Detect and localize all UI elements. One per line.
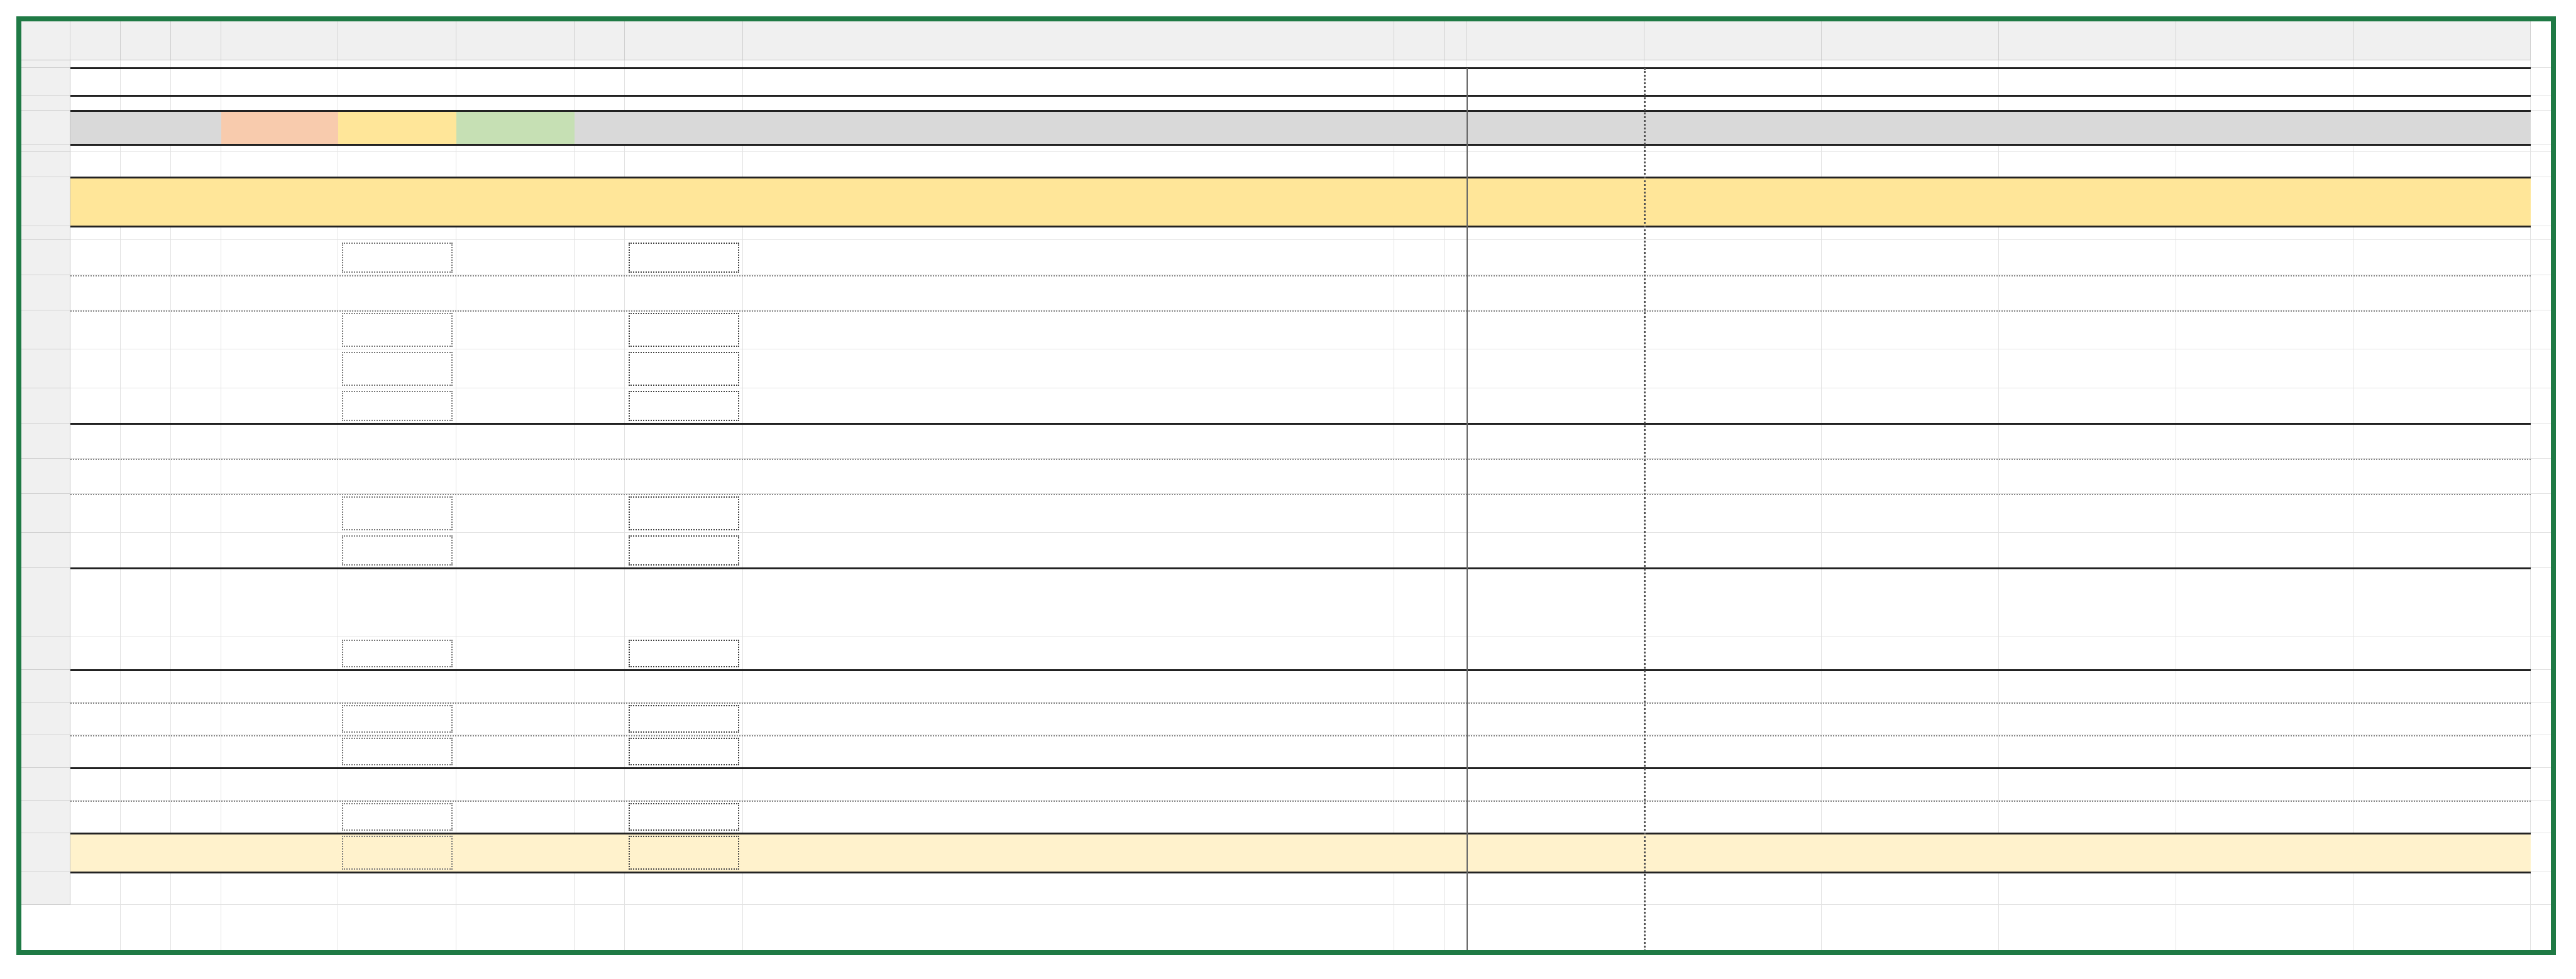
unit-symbol [1394,275,1445,310]
h-symbol [636,533,743,568]
income-statement-title [748,177,1399,226]
year-header [1999,111,2176,145]
h-symbol [636,568,743,637]
row-header-43[interactable] [21,801,70,833]
row-header-27[interactable] [21,226,70,240]
h-symbol [636,349,743,388]
select-all-corner[interactable] [21,21,70,60]
e-symbol [351,801,456,833]
h-symbol [636,703,743,735]
e-symbol [351,240,456,275]
line-label [773,533,1424,568]
period-index [1644,68,1822,96]
e-symbol [351,703,456,735]
line-label [748,670,1399,703]
h-symbol [636,768,743,801]
period-label [1467,177,1644,226]
line-label [748,768,1399,801]
column-header-p[interactable] [2176,21,2353,60]
row-header-40[interactable] [21,703,70,735]
unit-symbol [1394,801,1445,833]
h-symbol [636,459,743,494]
period-index [2353,68,2531,96]
unit-symbol [1394,833,1445,872]
h-symbol [636,240,743,275]
period-label [2353,177,2531,226]
row-header-42[interactable] [21,768,70,801]
row-header-1[interactable] [21,60,70,68]
row-header-5[interactable] [21,145,70,152]
period-label [2176,177,2353,226]
row-header-4[interactable] [21,111,70,145]
column-header-a[interactable] [70,21,121,60]
line-label [748,833,1399,872]
tag-c-label [221,111,338,145]
row-header-2[interactable] [21,68,70,96]
year-header [1822,111,1999,145]
gridline-v [1998,21,1999,951]
e-symbol [351,310,456,349]
unit-symbol [1394,388,1445,424]
column-header-b[interactable] [121,21,171,60]
column-header-g[interactable] [575,21,625,60]
line-label [748,571,1399,603]
e-symbol [351,388,456,424]
gridline-h [21,904,2555,905]
gridline-v [170,21,171,951]
unit-symbol [1394,703,1445,735]
row-header-28[interactable] [21,240,70,275]
row-header-26[interactable] [21,177,70,226]
line-label [773,388,1424,424]
row-header-39[interactable] [21,670,70,703]
gridline-h [21,151,2555,152]
line-label [748,703,1399,735]
row-header-25[interactable] [21,152,70,177]
row-header-30[interactable] [21,310,70,349]
row-header-3[interactable] [21,96,70,111]
column-header-f[interactable] [456,21,575,60]
unit-symbol [1394,735,1445,768]
period-index [2176,68,2353,96]
unit-symbol [1394,424,1445,459]
line-label [748,459,1399,494]
unit-symbol [1394,670,1445,703]
uom-header [1394,111,1445,145]
tag-f-label [456,111,575,145]
row-header-29[interactable] [21,275,70,310]
spreadsheet-frame [16,16,2556,955]
unit-symbol [1394,310,1445,349]
row-header-37[interactable] [21,568,70,637]
line-label [773,494,1424,533]
h-symbol [636,637,743,670]
tag-i-label [338,111,456,145]
h-symbol [636,735,743,768]
column-header-n[interactable] [1822,21,1999,60]
line-label [748,637,1399,670]
h-symbol [636,310,743,349]
column-header-o[interactable] [1999,21,2176,60]
period-label [1999,177,2176,226]
column-header-j[interactable] [1394,21,1445,60]
h-symbol [636,275,743,310]
e-symbol [351,637,456,670]
unit-symbol [1394,240,1445,275]
year-header [1467,111,1644,145]
column-header-i[interactable] [743,21,1394,60]
row-header-31[interactable] [21,349,70,388]
row-header-34[interactable] [21,459,70,494]
line-label-continued [748,603,1399,635]
unit-symbol [1394,568,1445,637]
column-header-e[interactable] [338,21,456,60]
gridline-v [574,21,575,951]
row-header-32[interactable] [21,388,70,424]
e-symbol [351,349,456,388]
column-header-d[interactable] [221,21,338,60]
year-header [2176,111,2353,145]
unit-symbol [1394,349,1445,388]
row-header-36[interactable] [21,533,70,568]
gridline-v [1821,21,1822,951]
h-symbol [636,388,743,424]
line-label [748,275,1399,310]
line-label [748,240,1399,275]
column-header-k[interactable] [1445,21,1467,60]
h-symbol [636,494,743,533]
row-header-38[interactable] [21,637,70,670]
line-label [773,349,1424,388]
gridline-v [624,21,625,951]
column-header-c[interactable] [171,21,221,60]
row-header-41[interactable] [21,735,70,768]
row-header-44[interactable] [21,833,70,872]
period-label [1644,177,1822,226]
h-symbol [636,670,743,703]
line-label [748,801,1399,833]
row-header-45[interactable] [21,872,70,905]
row-header-33[interactable] [21,424,70,459]
column-header-m[interactable] [1644,21,1822,60]
e-symbol [351,533,456,568]
unit-symbol [1394,768,1445,801]
year-header [1644,111,1822,145]
e-symbol [351,833,456,872]
line-label [773,310,1424,349]
unit-symbol [1394,494,1445,533]
e-symbol [351,735,456,768]
unit-symbol [1394,459,1445,494]
h-symbol [636,801,743,833]
unit-symbol [1394,637,1445,670]
line-label [748,735,1399,768]
column-header-h[interactable] [625,21,743,60]
period-label [1822,177,1999,226]
gridline-v [2530,21,2531,951]
period-index [1999,68,2176,96]
gridline-v [120,21,121,951]
period-index [1467,68,1644,96]
unit-symbol [1394,533,1445,568]
column-header-q[interactable] [2353,21,2531,60]
period-index [1822,68,1999,96]
row-header-35[interactable] [21,494,70,533]
column-header-l[interactable] [1467,21,1644,60]
e-symbol [351,494,456,533]
h-symbol [636,833,743,872]
line-label [748,424,1399,459]
year-header [2353,111,2531,145]
financial-statements-title [748,111,1399,145]
